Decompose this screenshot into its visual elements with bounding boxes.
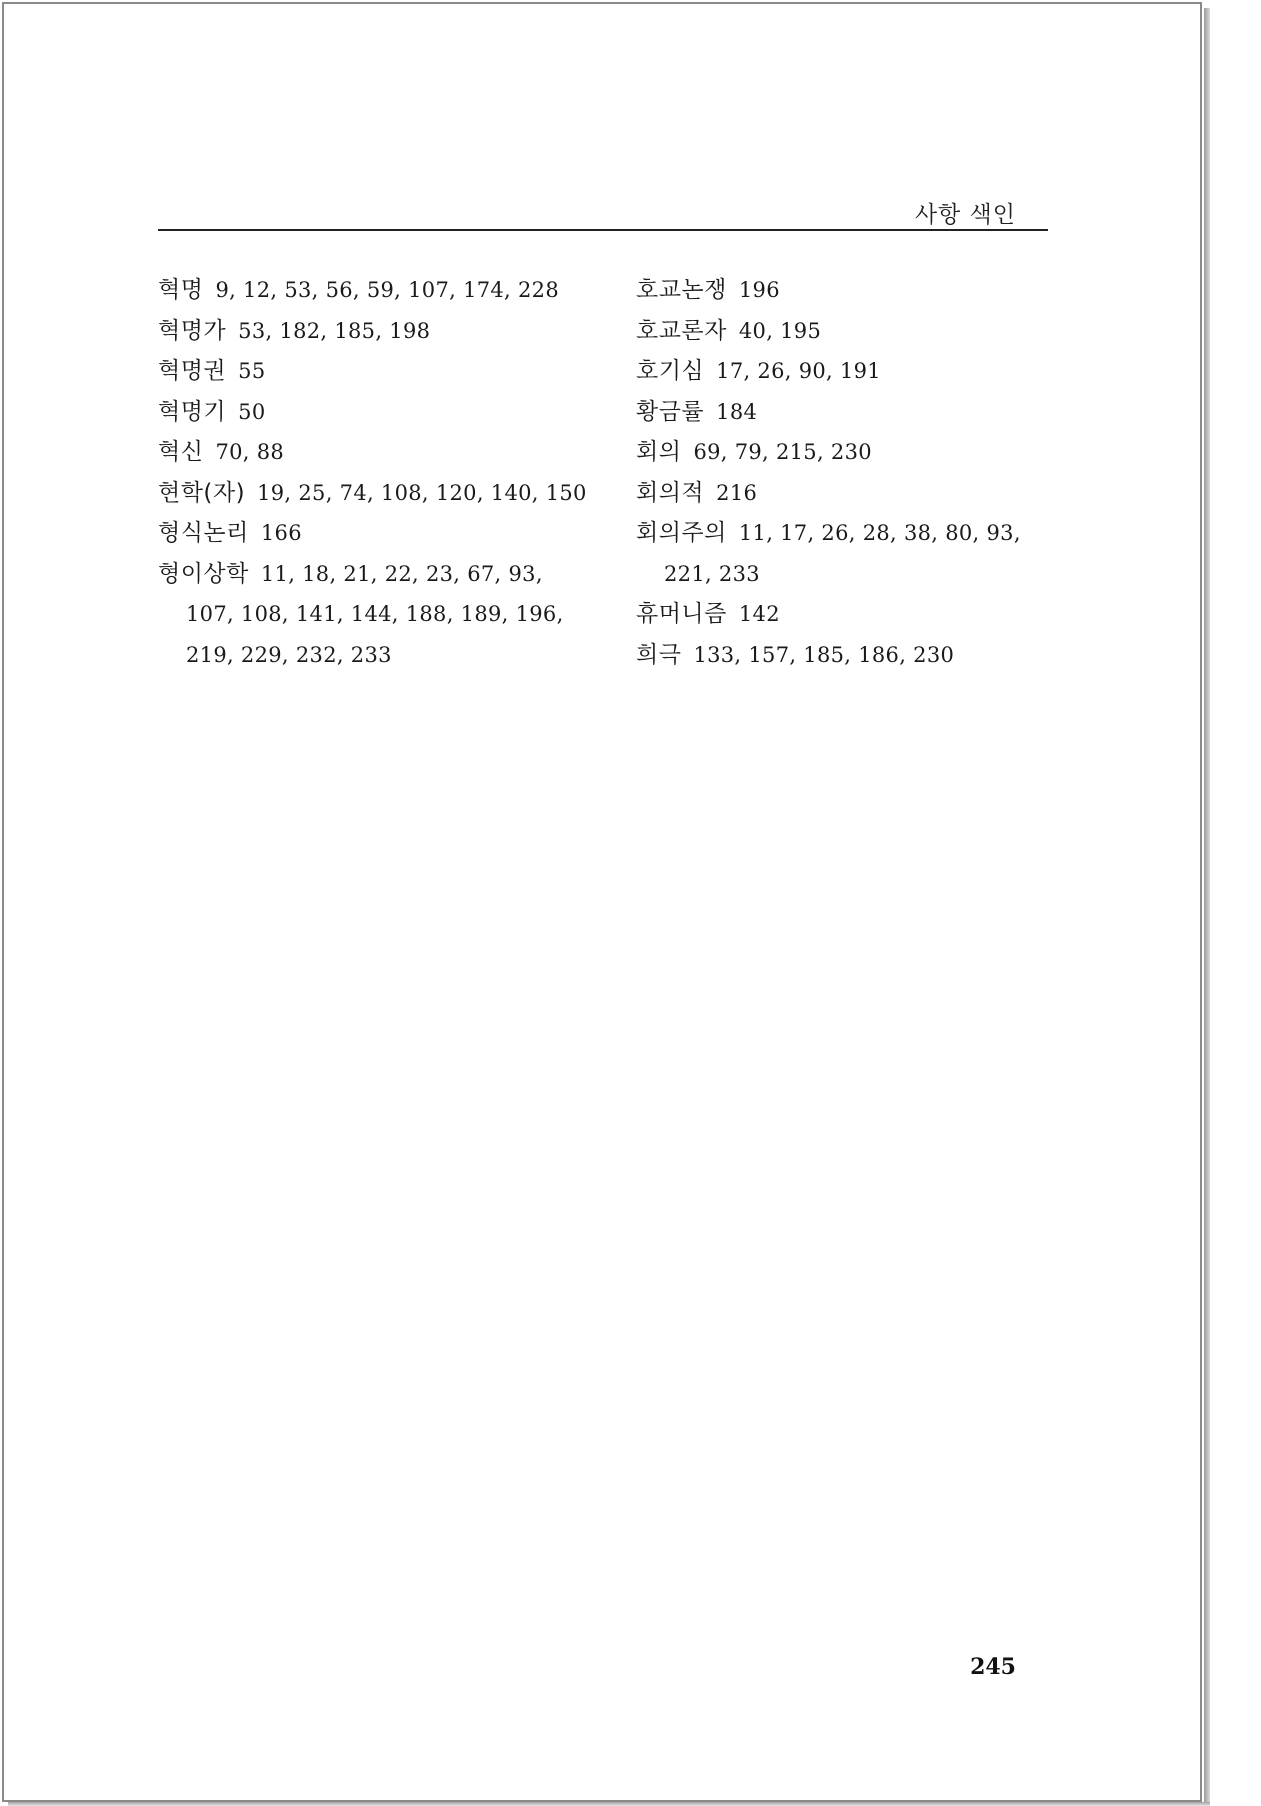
page-refs: 69, 79, 215, 230	[693, 440, 872, 464]
page-refs: 133, 157, 185, 186, 230	[693, 642, 955, 667]
index-entry	[158, 351, 598, 392]
index-entry	[636, 351, 1056, 392]
page-refs-continued: 107, 108, 141, 144, 188, 189, 196,	[186, 602, 564, 626]
index-entry	[158, 513, 598, 554]
index-term: 형이상학	[158, 560, 249, 587]
index-entry	[636, 270, 1056, 311]
page-refs-continued: 219, 229, 232, 233	[186, 642, 392, 667]
index-term: 형식논리	[158, 520, 249, 546]
index-term: 회의주의	[636, 520, 727, 546]
page-refs: 216	[716, 480, 758, 505]
page-refs: 17, 26, 90, 191	[716, 359, 881, 383]
index-term: 현학(자)	[158, 479, 246, 506]
index-term: 혁명기	[158, 398, 227, 425]
page-refs: 55	[238, 359, 266, 383]
index-entry	[636, 473, 1056, 514]
index-term: 호기심	[636, 358, 705, 384]
page-refs: 70, 88	[215, 440, 285, 464]
page-number: 245	[970, 1654, 1016, 1680]
index-column-left	[158, 270, 598, 675]
index-term: 혁신	[158, 439, 204, 465]
index-entry	[158, 392, 598, 433]
book-page	[2, 2, 1202, 1802]
page-refs: 9, 12, 53, 56, 59, 107, 174, 228	[215, 278, 559, 302]
index-term: 휴머니즘	[636, 601, 727, 627]
index-term: 호교논쟁	[636, 277, 727, 303]
index-term: 호교론자	[636, 317, 727, 344]
index-entry	[158, 311, 598, 352]
page-edge-shadow	[1204, 8, 1210, 1804]
index-entry	[636, 513, 1056, 594]
index-entry	[636, 432, 1056, 473]
index-term: 황금률	[636, 398, 705, 425]
index-term: 혁명권	[158, 358, 227, 384]
index-entry	[158, 473, 598, 514]
page-refs: 50	[238, 399, 266, 424]
index-entry	[636, 594, 1056, 635]
page-refs: 53, 182, 185, 198	[238, 318, 431, 343]
index-entry	[636, 392, 1056, 433]
index-entry	[636, 635, 1056, 676]
index-term: 회의적	[636, 479, 705, 506]
page-refs: 142	[738, 602, 780, 626]
page-refs: 40, 195	[738, 318, 822, 343]
index-entry	[158, 432, 598, 473]
running-head: 사항 색인	[914, 202, 1016, 228]
index-entry	[158, 270, 598, 311]
index-column-right	[636, 270, 1056, 675]
index-term: 회의	[636, 439, 682, 465]
page-refs-continued: 221, 233	[664, 561, 760, 586]
page-refs: 11, 17, 26, 28, 38, 80, 93,	[738, 521, 1021, 545]
index-entry	[636, 311, 1056, 352]
page-refs: 166	[260, 521, 302, 545]
index-term: 희극	[636, 641, 682, 668]
header-rule	[158, 229, 1048, 231]
page-bottom-shadow	[8, 1802, 1210, 1806]
index-term: 혁명가	[158, 317, 227, 344]
index-entry	[158, 554, 598, 676]
page-refs: 11, 18, 21, 22, 23, 67, 93,	[260, 561, 543, 586]
page-refs: 19, 25, 74, 108, 120, 140, 150	[257, 480, 587, 505]
index-term: 혁명	[158, 277, 204, 303]
page-refs: 184	[716, 399, 758, 424]
page-refs: 196	[738, 278, 780, 302]
